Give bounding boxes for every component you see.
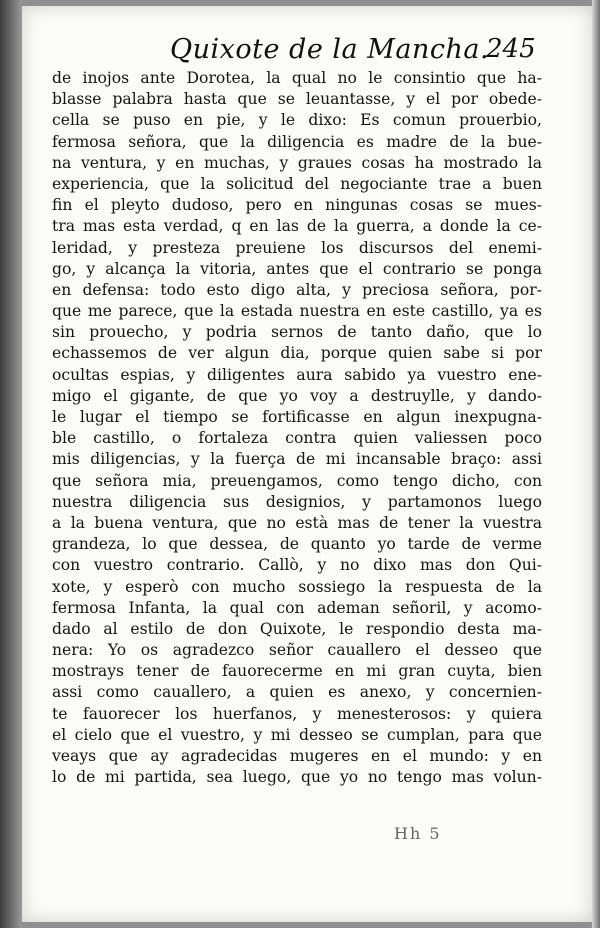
text-line: leridad, y presteza preuiene los discursos del enemi-: [52, 238, 542, 257]
page-number: 245: [486, 34, 536, 64]
text-line: de inojos ante Dorotea, la qual no le consintio que ha-: [52, 69, 542, 87]
text-line: nuestra diligencia sus designios, y partamonos luego: [52, 492, 542, 511]
text-line: lo de mi partida, sea luego, que yo no tengo mas volun-: [52, 768, 542, 787]
page-edge-shadow: [592, 0, 600, 928]
text-line: fin el pleyto dudoso, pero en ningunas cosas se mues-: [52, 196, 542, 215]
signature-mark: Hh 5: [394, 824, 442, 843]
text-line: assi como cauallero, a quien es anexo, y concernien-: [52, 683, 542, 702]
book-page: [22, 6, 592, 922]
text-line: en defensa: todo esto digo alta, y preciosa señora, por-: [52, 280, 542, 299]
text-line: veays que ay agradecidas mugeres en el mundo: y en: [52, 747, 542, 765]
text-line: el cielo que el vuestro, y mi desseo se cumplan, para que: [52, 725, 542, 744]
text-line: echassemos de ver algun dia, porque quien sabe si por: [52, 344, 542, 363]
text-line: tra mas esta verdad, q en las de la guerra, a donde la ce-: [52, 217, 542, 236]
text-line: experiencia, que la solicitud del negociante trae a buen: [52, 174, 542, 193]
body-text: [52, 68, 542, 788]
text-line: grandeza, lo que dessea, de quanto yo tarde de verme: [52, 535, 542, 554]
text-line: a la buena ventura, que no està mas de tener la vuestra: [52, 513, 542, 532]
text-line: le lugar el tiempo se fortificasse en algun inexpugna-: [52, 408, 542, 426]
text-line: sin prouecho, y podria sernos de tanto daño, que lo: [52, 323, 542, 342]
text-line: go, y alcança la vitoria, antes que el contrario se ponga: [52, 259, 542, 278]
running-head: Quixote de la Mancha.: [170, 34, 490, 65]
text-line: xote, y esperò con mucho sossiego la respuesta de la: [52, 577, 542, 596]
text-line: ocultas espias, y diligentes aura sabido ya vuestro ene-: [52, 365, 542, 384]
text-line: dado al estilo de don Quixote, le respondio desta ma-: [52, 619, 542, 638]
text-line: mostrays tener de fauorecerme en mi gran cuyta, bien: [52, 662, 542, 681]
text-line: te fauorecer los huerfanos, y menesterosos: y quiera: [52, 704, 542, 723]
binding-gutter: [0, 0, 22, 928]
text-line: nera: Yo os agradezco señor cauallero el desseo que: [52, 641, 542, 660]
text-line: que señora mia, preuengamos, como tengo dicho, con: [52, 471, 542, 490]
text-line: na ventura, y en muchas, y graues cosas ha mostrado la: [52, 153, 542, 172]
text-line: que me parece, que la estada nuestra en este castillo, ya es: [52, 302, 542, 321]
text-line: fermosa Infanta, la qual con ademan señoril, y acomo-: [52, 598, 542, 617]
text-line: ble castillo, o fortaleza contra quien valiessen poco: [52, 429, 542, 448]
text-line: cella se puso en pie, y le dixo: Es comun prouerbio,: [52, 111, 542, 130]
text-line: blasse palabra hasta que se leuantasse, y el por obede-: [52, 90, 542, 109]
text-line: fermosa señora, que la diligencia es madre de la bue-: [52, 132, 542, 151]
text-line: con vuestro contrario. Callò, y no dixo mas don Qui-: [52, 556, 542, 575]
text-line: mis diligencias, y la fuerça de mi incansable braço: assi: [52, 450, 542, 469]
text-line: migo el gigante, de que yo voy a destruylle, y dando-: [52, 386, 542, 405]
